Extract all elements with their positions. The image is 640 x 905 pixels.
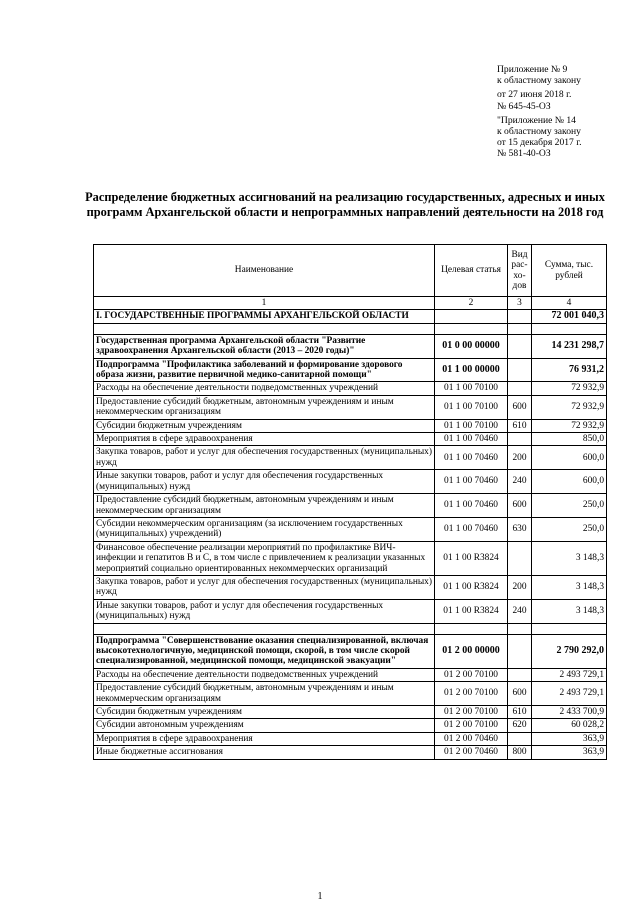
spacer-row xyxy=(94,623,607,634)
table-row xyxy=(94,358,607,382)
col-number-1: 1 xyxy=(94,297,435,310)
cell-sum: 2 493 729,1 xyxy=(532,668,607,681)
cell-expense-type: 610 xyxy=(508,706,532,719)
table-row xyxy=(94,668,607,681)
table-header-row xyxy=(94,245,607,297)
cell-target-article: 01 2 00 00000 xyxy=(435,634,508,668)
cell-target-article: 01 1 00 70460 xyxy=(435,433,508,446)
cell-expense-type: 600 xyxy=(508,494,532,518)
cell-name: Субсидии некоммерческим организациям (за исключением государственных (муниципальных) учреждений) xyxy=(94,517,435,541)
cell-name: Закупка товаров, работ и услуг для обеспечения государственных (муниципальных) нужд xyxy=(94,446,435,470)
cell-sum: 72 932,9 xyxy=(532,382,607,395)
cell-expense-type xyxy=(508,732,532,745)
spacer-cell xyxy=(532,323,607,334)
cell-name: Закупка товаров, работ и услуг для обеспечения государственных (муниципальных) нужд xyxy=(94,575,435,599)
table-row xyxy=(94,634,607,668)
cell-expense-type: 200 xyxy=(508,446,532,470)
table-row xyxy=(94,470,607,494)
cell-target-article: 01 1 00 70100 xyxy=(435,395,508,419)
cell-target-article: 01 1 00 70100 xyxy=(435,382,508,395)
cell-sum: 600,0 xyxy=(532,470,607,494)
table-row xyxy=(94,433,607,446)
cell-target-article: 01 2 00 70100 xyxy=(435,719,508,732)
cell-sum: 2 790 292,0 xyxy=(532,634,607,668)
cell-sum: 72 932,9 xyxy=(532,419,607,432)
spacer-cell xyxy=(435,323,508,334)
cell-sum: 3 148,3 xyxy=(532,575,607,599)
cell-expense-type xyxy=(508,668,532,681)
cell-target-article: 01 1 00 70460 xyxy=(435,517,508,541)
cell-name: Иные бюджетные ассигнования xyxy=(94,746,435,759)
cell-expense-type xyxy=(508,433,532,446)
cell-sum: 2 493 729,1 xyxy=(532,682,607,706)
cell-target-article: 01 2 00 70100 xyxy=(435,682,508,706)
cell-expense-type xyxy=(508,382,532,395)
spacer-cell xyxy=(94,323,435,334)
table-row xyxy=(94,719,607,732)
table-row xyxy=(94,575,607,599)
spacer-cell xyxy=(94,623,435,634)
cell-sum: 72 001 040,3 xyxy=(532,310,607,323)
appendix-note xyxy=(497,64,637,163)
table-row xyxy=(94,446,607,470)
table-row xyxy=(94,310,607,323)
cell-sum: 363,9 xyxy=(532,732,607,745)
cell-name: Мероприятия в сфере здравоохранения xyxy=(94,433,435,446)
cell-name: Субсидии автономным учреждениям xyxy=(94,719,435,732)
cell-sum: 14 231 298,7 xyxy=(532,334,607,358)
spacer-cell xyxy=(508,623,532,634)
header-target-article: Целевая статья xyxy=(435,245,508,297)
cell-target-article: 01 1 00 70460 xyxy=(435,470,508,494)
cell-target-article: 01 1 00 70460 xyxy=(435,446,508,470)
cell-expense-type xyxy=(508,634,532,668)
appendix-block xyxy=(497,89,637,111)
cell-expense-type: 610 xyxy=(508,419,532,432)
cell-name: Предоставление субсидий бюджетным, автономным учреждениям и иным некоммерческим организациям xyxy=(94,494,435,518)
appendix-block xyxy=(497,115,637,160)
spacer-cell xyxy=(532,623,607,634)
appendix-line: № 645-45-ОЗ xyxy=(497,100,551,112)
table-row xyxy=(94,382,607,395)
table-row xyxy=(94,682,607,706)
cell-target-article: 01 1 00 70100 xyxy=(435,419,508,432)
cell-sum: 250,0 xyxy=(532,517,607,541)
cell-name: Расходы на обеспечение деятельности подведомственных учреждений xyxy=(94,668,435,681)
cell-name: Предоставление субсидий бюджетным, автономным учреждениям и иным некоммерческим организациям xyxy=(94,395,435,419)
header-expense-type: Вид рас-хо-дов xyxy=(508,245,532,297)
cell-target-article: 01 1 00 R3824 xyxy=(435,541,508,575)
cell-name: Государственная программа Архангельской области "Развитие здравоохранения Архангельской области (2013 – 2020 годы)" xyxy=(94,334,435,358)
cell-sum: 76 931,2 xyxy=(532,358,607,382)
cell-sum: 72 932,9 xyxy=(532,395,607,419)
cell-expense-type xyxy=(508,358,532,382)
cell-sum: 3 148,3 xyxy=(532,599,607,623)
col-number-3: 3 xyxy=(508,297,532,310)
cell-sum: 60 028,2 xyxy=(532,719,607,732)
table-row xyxy=(94,746,607,759)
cell-name: Подпрограмма "Совершенствование оказания специализированной, включая высокотехнологичную, медицинской помощи, скорой, в том числе скорой специализированной, медицинской помощи, медицинской эвакуации" xyxy=(94,634,435,668)
table-body xyxy=(94,310,607,759)
cell-name: Мероприятия в сфере здравоохранения xyxy=(94,732,435,745)
cell-expense-type: 620 xyxy=(508,719,532,732)
table-row xyxy=(94,706,607,719)
cell-expense-type: 600 xyxy=(508,682,532,706)
column-number-row xyxy=(94,297,607,310)
document-title: Распределение бюджетных ассигнований на реализацию государственных, адресных и иных программ Архангельской области и непрограммных направлений деятельности на 2018 год xyxy=(85,190,605,219)
cell-name: Предоставление субсидий бюджетным, автономным учреждениям и иным некоммерческим организациям xyxy=(94,682,435,706)
cell-name: Иные закупки товаров, работ и услуг для обеспечения государственных (муниципальных) нужд xyxy=(94,599,435,623)
cell-target-article: 01 1 00 00000 xyxy=(435,358,508,382)
cell-name: Расходы на обеспечение деятельности подведомственных учреждений xyxy=(94,382,435,395)
table-row xyxy=(94,494,607,518)
col-number-4: 4 xyxy=(532,297,607,310)
cell-expense-type xyxy=(508,334,532,358)
cell-expense-type xyxy=(508,541,532,575)
table-row xyxy=(94,732,607,745)
budget-table xyxy=(93,244,607,760)
table-row xyxy=(94,541,607,575)
table-row xyxy=(94,419,607,432)
appendix-line: № 581-40-ОЗ xyxy=(497,148,551,160)
table-row xyxy=(94,517,607,541)
appendix-line: "Приложение № 14 xyxy=(497,114,576,126)
cell-expense-type xyxy=(508,310,532,323)
appendix-line: Приложение № 9 xyxy=(497,64,568,75)
appendix-line: к областному закону xyxy=(497,75,581,87)
appendix-line: от 15 декабря 2017 г. xyxy=(497,137,582,149)
cell-target-article: 01 2 00 70100 xyxy=(435,668,508,681)
table-row xyxy=(94,599,607,623)
appendix-block xyxy=(497,64,637,86)
cell-target-article: 01 1 00 R3824 xyxy=(435,599,508,623)
cell-target-article: 01 1 00 R3824 xyxy=(435,575,508,599)
cell-sum: 850,0 xyxy=(532,433,607,446)
cell-sum: 250,0 xyxy=(532,494,607,518)
cell-sum: 2 433 700,9 xyxy=(532,706,607,719)
cell-expense-type: 800 xyxy=(508,746,532,759)
cell-target-article: 01 1 00 70460 xyxy=(435,494,508,518)
page-number: 1 xyxy=(317,891,323,902)
table-row xyxy=(94,334,607,358)
spacer-row xyxy=(94,323,607,334)
cell-name: Субсидии бюджетным учреждениям xyxy=(94,419,435,432)
cell-target-article: 01 2 00 70100 xyxy=(435,706,508,719)
cell-expense-type: 240 xyxy=(508,599,532,623)
cell-sum: 3 148,3 xyxy=(532,541,607,575)
cell-name: Подпрограмма "Профилактика заболеваний и формирование здорового образа жизни, развитие первичной медико-санитарной помощи" xyxy=(94,358,435,382)
cell-target-article: 01 2 00 70460 xyxy=(435,732,508,745)
cell-sum: 363,9 xyxy=(532,746,607,759)
col-number-2: 2 xyxy=(435,297,508,310)
cell-name: Финансовое обеспечение реализации мероприятий по профилактике ВИЧ-инфекции и гепатитов B и C, в том числе с привлечением к реализации указанных мероприятий социально ориентированных некоммерческих организаций xyxy=(94,541,435,575)
cell-name: Субсидии бюджетным учреждениям xyxy=(94,706,435,719)
spacer-cell xyxy=(435,623,508,634)
cell-target-article: 01 0 00 00000 xyxy=(435,334,508,358)
header-sum: Сумма, тыс. рублей xyxy=(532,245,607,297)
cell-expense-type: 240 xyxy=(508,470,532,494)
appendix-line: от 27 июня 2018 г. xyxy=(497,89,572,101)
header-name: Наименование xyxy=(94,245,435,297)
cell-expense-type: 600 xyxy=(508,395,532,419)
cell-expense-type: 630 xyxy=(508,517,532,541)
cell-name: I. ГОСУДАРСТВЕННЫЕ ПРОГРАММЫ АРХАНГЕЛЬСКОЙ ОБЛАСТИ xyxy=(94,310,435,323)
table-row xyxy=(94,395,607,419)
cell-sum: 600,0 xyxy=(532,446,607,470)
cell-expense-type: 200 xyxy=(508,575,532,599)
appendix-line: к областному закону xyxy=(497,126,581,138)
cell-target-article: 01 2 00 70460 xyxy=(435,746,508,759)
spacer-cell xyxy=(508,323,532,334)
cell-name: Иные закупки товаров, работ и услуг для обеспечения государственных (муниципальных) нужд xyxy=(94,470,435,494)
cell-target-article xyxy=(435,310,508,323)
